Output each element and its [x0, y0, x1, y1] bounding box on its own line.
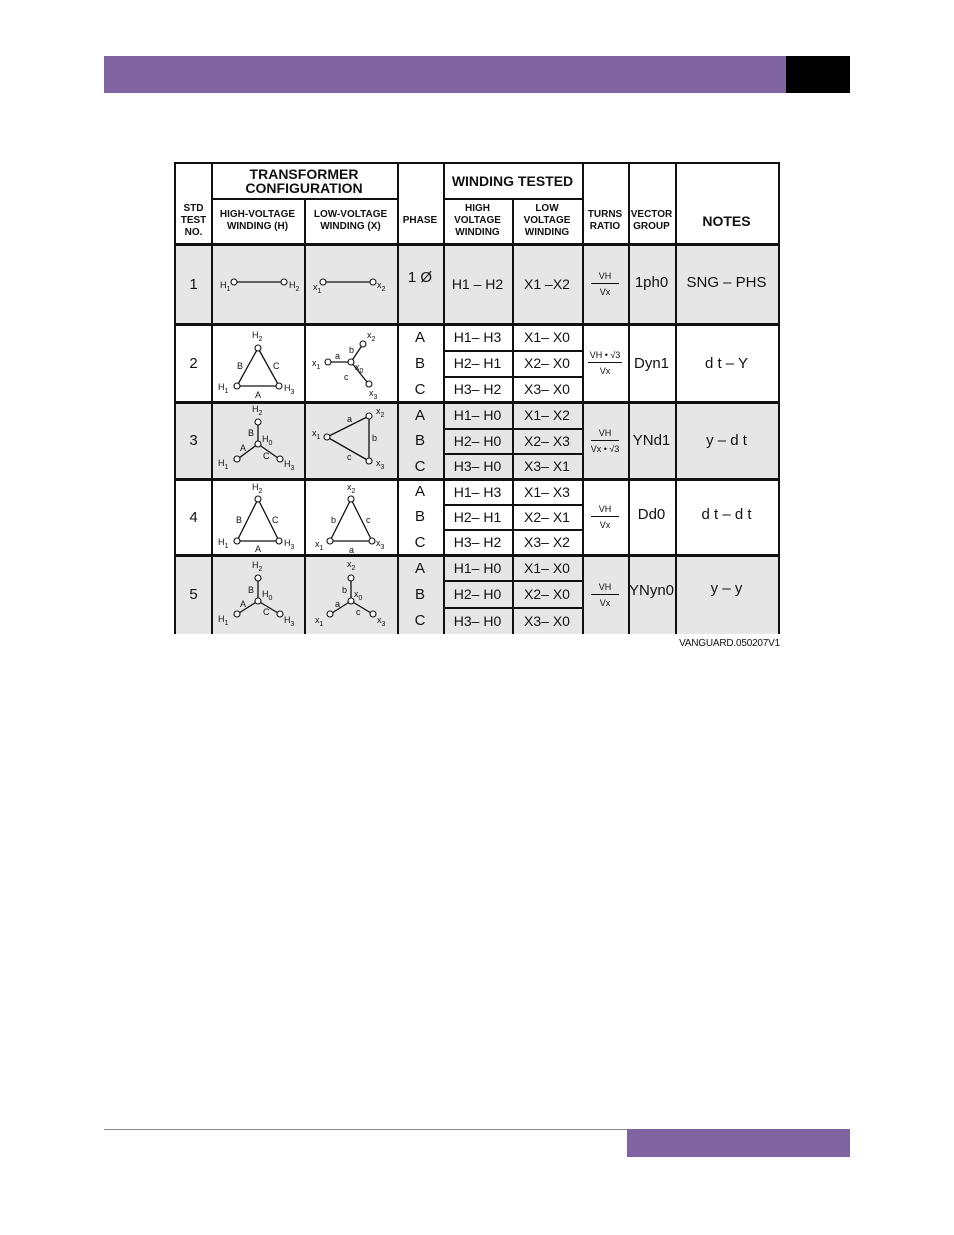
low-winding-cell: X1– X2	[524, 407, 570, 423]
low-winding-cell: X2– X1	[524, 508, 570, 525]
notes-cell: y – y	[710, 580, 743, 597]
lv-wye-neutral-diagram	[305, 555, 397, 634]
svg-text:x1: $x_1$	[312, 428, 321, 441]
ratio-denominator: Vx • √3	[590, 443, 620, 454]
phase-cell: C	[414, 612, 426, 629]
svg-text:A: A	[240, 443, 247, 453]
svg-text:b: b	[342, 585, 348, 595]
high-winding-cell: H2– H0	[453, 432, 502, 449]
vector-group-header: VECTOR GROUP	[630, 208, 673, 232]
svg-text:H3: $H_3$	[284, 538, 295, 551]
svg-text:x2: $x_2$	[376, 406, 385, 419]
svg-text:H2: $H_2$	[289, 280, 300, 293]
svg-text:B: B	[236, 515, 243, 525]
svg-text:H3: $H_3$	[284, 615, 295, 628]
svg-text:c: c	[347, 452, 352, 462]
transformer-configuration-header: TRANSFORMER CONFIGURATION	[245, 166, 363, 196]
phase-cell: C	[414, 533, 426, 551]
svg-text:b: b	[372, 433, 378, 443]
high-winding-cell: H1– H3	[453, 329, 502, 345]
hv-single-phase-diagram	[212, 244, 304, 324]
phase-cell: B	[414, 354, 425, 372]
high-winding-cell: H2– H1	[453, 355, 502, 371]
svg-text:x2: $x_2$	[347, 482, 356, 495]
low-voltage-tested-header: LOW VOLTAGE WINDING	[523, 202, 571, 238]
svg-text:x1: $x_1$	[315, 539, 324, 552]
low-winding-cell: X3– X0	[524, 612, 570, 629]
phase-cell: B	[414, 585, 425, 603]
svg-text:a: a	[335, 351, 341, 361]
svg-text:c: c	[366, 515, 371, 525]
svg-text:a: a	[349, 545, 355, 555]
svg-text:x3: $x_3$	[376, 458, 385, 471]
phase-cell: B	[414, 508, 425, 525]
ratio-denominator: Vx	[599, 287, 611, 297]
ratio-numerator: VH • √3	[588, 350, 623, 363]
test-number: 3	[189, 432, 198, 449]
header-bar	[104, 56, 786, 93]
phase-cell: A	[414, 483, 425, 500]
svg-text:A: A	[255, 544, 262, 554]
high-winding-cell: H2– H1	[453, 508, 502, 525]
winding-tested-header: WINDING TESTED	[451, 173, 574, 189]
phase-cell: C	[414, 380, 426, 398]
low-winding-cell: X2– X0	[524, 355, 570, 371]
ratio-numerator: VH	[591, 271, 620, 284]
svg-text:a: a	[335, 599, 341, 609]
low-winding-cell: X1– X0	[524, 560, 570, 576]
svg-text:B: B	[248, 428, 255, 438]
svg-text:H2: $H_2$	[252, 404, 263, 417]
low-winding-cell: X3– X1	[524, 458, 570, 474]
figure-reference: VANGUARD.050207V1	[679, 638, 780, 649]
svg-text:x2: $x_2$	[367, 330, 376, 343]
lv-delta-diagram	[305, 402, 397, 479]
svg-text:x3: $x_3$	[369, 388, 378, 401]
low-winding-cell: X2– X3	[524, 432, 570, 449]
vector-group-cell: Dyn1	[633, 354, 670, 372]
svg-text:x1: $x_1$	[315, 615, 324, 628]
vector-group-cell: 1ph0	[634, 273, 669, 291]
hv-wye-neutral-diagram	[212, 555, 304, 634]
low-winding-cell: X2– X0	[524, 586, 570, 602]
turns-ratio-cell	[582, 244, 628, 324]
svg-text:x3: $x_3$	[377, 615, 386, 628]
high-winding-cell: H1– H3	[453, 483, 502, 500]
ratio-numerator: VH	[591, 582, 620, 595]
high-winding-cell: H3– H2	[453, 381, 502, 397]
test-number: 5	[189, 586, 198, 603]
svg-text:H0: $H_0$	[262, 434, 273, 447]
phase-cell: A	[414, 559, 425, 577]
low-voltage-winding-header: LOW-VOLTAGE WINDING (X)	[313, 208, 388, 232]
transformer-test-table	[174, 162, 780, 634]
phase-cell: 1 Ø	[407, 268, 433, 286]
high-voltage-winding-header: HIGH-VOLTAGE WINDING (H)	[219, 208, 296, 232]
svg-text:C: C	[263, 607, 270, 617]
svg-text:H1: $H_1$	[218, 382, 229, 395]
ratio-denominator: Vx	[599, 366, 611, 376]
low-winding-cell: X1– X3	[524, 483, 570, 500]
turns-ratio-cell	[582, 324, 628, 402]
svg-text:c: c	[344, 372, 349, 382]
vector-group-cell: Dd0	[637, 505, 666, 523]
svg-text:a: a	[347, 414, 353, 424]
svg-text:B: B	[237, 361, 244, 371]
vector-group-cell: YNd1	[632, 432, 671, 449]
vector-group-cell: YNyn0	[628, 582, 675, 599]
lv-wye-neutral-diagram	[305, 324, 397, 402]
high-winding-cell: H1 – H2	[451, 276, 504, 292]
lv-single-phase-diagram	[305, 244, 397, 324]
turns-ratio-cell	[582, 479, 628, 555]
svg-text:H2: $H_2$	[252, 330, 263, 343]
svg-text:A: A	[240, 599, 247, 609]
hv-delta-diagram	[212, 479, 304, 555]
svg-text:H3: $H_3$	[284, 459, 295, 472]
svg-text:b: b	[331, 515, 337, 525]
footer-bar	[627, 1129, 850, 1157]
std-test-no-header: STD TEST NO.	[180, 202, 207, 238]
svg-text:x1: $x_1$	[313, 282, 322, 295]
svg-text:C: C	[272, 515, 279, 525]
low-winding-cell: X1 –X2	[524, 276, 570, 292]
svg-text:H1: $H_1$	[220, 280, 231, 293]
turns-ratio-cell	[582, 402, 628, 479]
high-winding-cell: H1– H0	[453, 560, 502, 576]
phase-cell: A	[414, 406, 425, 424]
high-winding-cell: H3– H0	[453, 458, 502, 474]
test-number: 4	[189, 508, 198, 526]
notes-cell: SNG – PHS	[686, 273, 767, 291]
ratio-denominator: Vx	[599, 597, 611, 608]
lv-delta-diagram	[305, 479, 397, 555]
notes-cell: y – d t	[706, 432, 747, 449]
svg-text:H1: $H_1$	[218, 537, 229, 550]
svg-text:A: A	[255, 390, 262, 400]
notes-header: NOTES	[702, 212, 751, 229]
hv-wye-neutral-diagram	[212, 402, 304, 479]
header-page-block	[786, 56, 850, 93]
phase-cell: B	[414, 432, 425, 449]
hv-delta-diagram	[212, 324, 304, 402]
svg-text:x2: $x_2$	[377, 280, 386, 293]
phase-header: PHASE	[402, 214, 438, 226]
svg-text:H2: $H_2$	[252, 560, 263, 573]
svg-text:C: C	[273, 361, 280, 371]
svg-text:x2: $x_2$	[347, 559, 356, 572]
svg-text:H1: $H_1$	[218, 614, 229, 627]
turns-ratio-header: TURNS RATIO	[587, 208, 623, 232]
high-winding-cell: H1– H0	[453, 407, 502, 423]
low-winding-cell: X3– X0	[524, 381, 570, 397]
svg-text:x1: $x_1$	[312, 358, 321, 371]
svg-text:b: b	[349, 345, 355, 355]
turns-ratio-cell	[582, 555, 628, 634]
high-winding-cell: H3– H2	[453, 534, 502, 550]
svg-text:C: C	[263, 451, 270, 461]
phase-cell: C	[414, 457, 426, 475]
high-winding-cell: H3– H0	[453, 612, 502, 629]
low-winding-cell: X1– X0	[524, 329, 570, 345]
svg-text:H1: $H_1$	[218, 458, 229, 471]
high-winding-cell: H2– H0	[453, 586, 502, 602]
svg-text:H2: $H_2$	[252, 482, 263, 495]
high-voltage-tested-header: HIGH VOLTAGE WINDING	[454, 202, 501, 238]
svg-text:B: B	[248, 585, 255, 595]
low-winding-cell: X3– X2	[524, 534, 570, 550]
notes-cell: d t – d t	[701, 505, 752, 523]
ratio-numerator: VH	[591, 504, 620, 517]
phase-cell: A	[414, 328, 425, 346]
ratio-denominator: Vx	[599, 520, 611, 530]
svg-text:x3: $x_3$	[376, 538, 385, 551]
notes-cell: d t – Y	[704, 354, 749, 372]
test-number: 2	[189, 354, 198, 372]
ratio-numerator: VH	[591, 428, 620, 441]
svg-text:H3: $H_3$	[284, 383, 295, 396]
test-number: 1	[189, 275, 198, 293]
svg-text:x0: $x_0$	[354, 589, 363, 602]
svg-text:c: c	[356, 607, 361, 617]
svg-text:H0: $H_0$	[262, 589, 273, 602]
svg-text:x0: $x_0$	[355, 362, 364, 375]
